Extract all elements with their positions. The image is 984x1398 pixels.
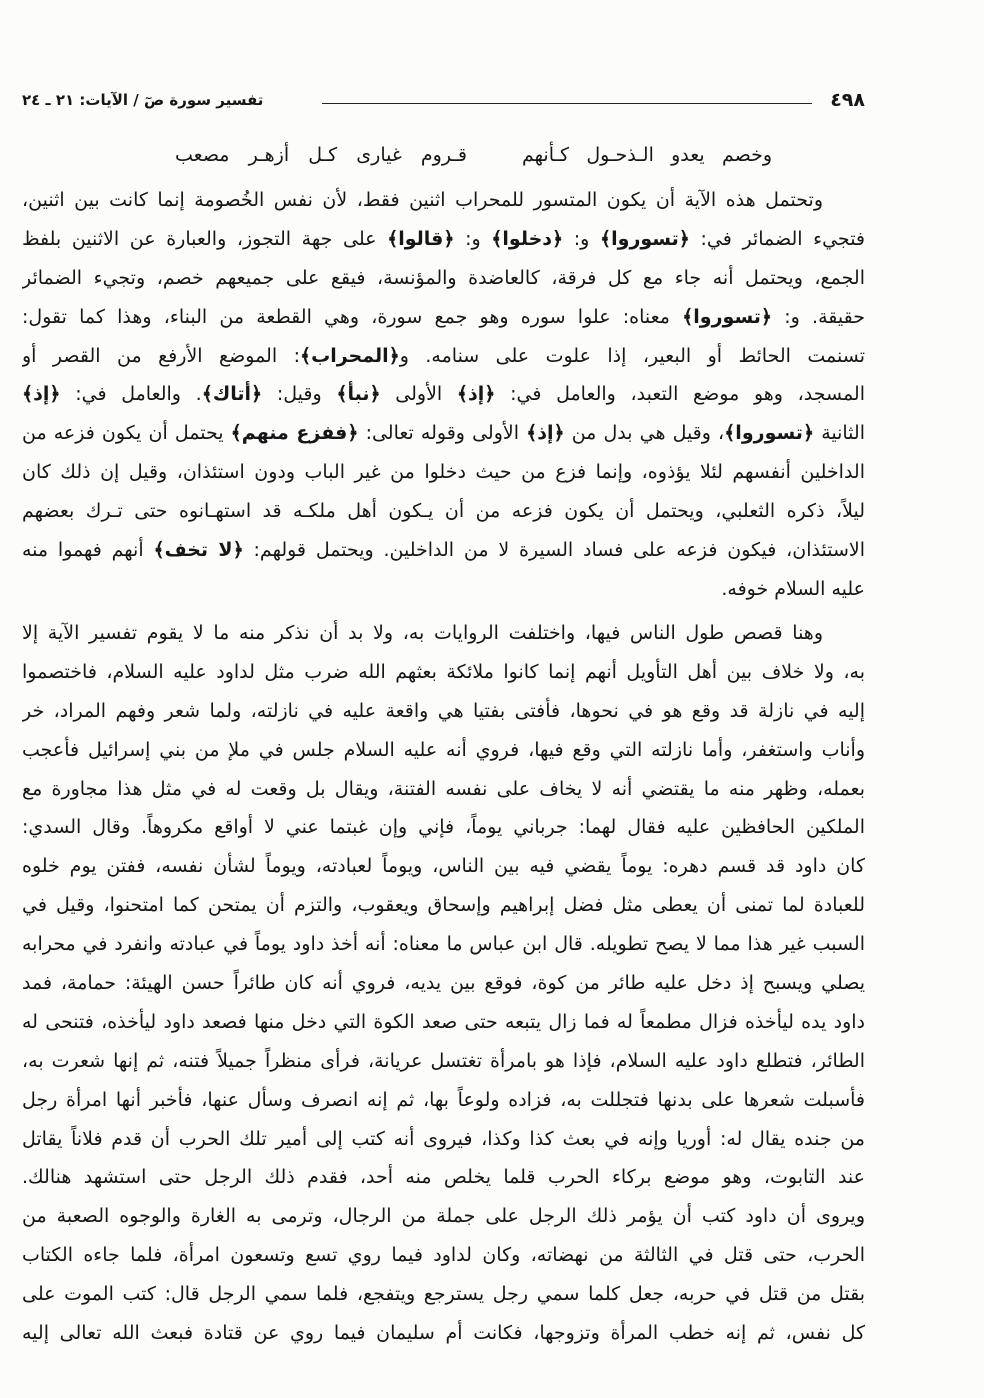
quran-quote: ﴿إذ﴾ bbox=[22, 383, 61, 406]
paragraph-line: يصلي ويسبح إذ دخل عليه طائر من كوة، فوقع بين يديه، فروي أنه كان طائراً حسن الهيئة: حمامة، فمد bbox=[22, 972, 865, 995]
quran-quote: ﴿تسوروا﴾ bbox=[599, 227, 690, 250]
page-number: ٤٩٨ bbox=[830, 89, 865, 111]
paragraph-line: به، ولا خلاف بين أهل التأويل أنهم إنما كانوا ملائكة بعثهم الله ضرب مثل لداود عليه السلام، فاختصموا bbox=[22, 660, 865, 683]
quran-quote: ﴿لا تخف﴾ bbox=[153, 539, 244, 562]
quran-quote: ﴿المحراب﴾ bbox=[299, 344, 400, 367]
quran-quote: ﴿أتاك﴾ bbox=[201, 383, 263, 406]
paragraph-line: ليلاً، ذكره الثعلبي، ويحتمل أن يكون فزعه من أن يـكون أهل ملكـه قد استهـانوه حتى تـرك بعضهم bbox=[22, 500, 865, 523]
quran-quote: ﴿تسوروا﴾ bbox=[682, 305, 773, 328]
paragraph-line: بعمله، وظهر منه ما يقتضي أنه لا يخاف على نفسه الفتنة، ويقال بل وقعت له في مثل هذا مجاورة مع bbox=[22, 777, 865, 800]
paragraph-line: فأسبلت شعرها على بدنها فتجللت به، فزاده ولوعاً بها، ثم إنه انصرف وسأل عنها، فأخبر أنها امرأة رجل bbox=[22, 1088, 865, 1111]
paragraph-line: الحرب، حتى قتل في الثالثة من نهضاته، وكان لداود فيما روي تسع وتسعون امرأة، فلما جاءه الكتاب bbox=[22, 1244, 865, 1267]
verse-hemistich-second: قـروم غيارى كـل أزهـر مصعب bbox=[175, 144, 467, 166]
quran-quote: ﴿إذ﴾ bbox=[456, 383, 496, 406]
paragraph-line: وأناب واستغفر، وأما نازلته التي وقع فيها، فروي أنه عليه السلام جلس في ملإ من بني إسرائيل فأعجب bbox=[22, 738, 865, 761]
paragraph-line: المسجد، وهو موضع التعبد، والعامل في: ﴿إذ﴾ الأولى ﴿نبأ﴾ وقيل: ﴿أتاك﴾. والعامل في: ﴿إذ﴾ bbox=[22, 383, 865, 406]
quran-quote: ﴿تسوروا﴾ bbox=[724, 422, 815, 445]
paragraph-line: الجمع، ويحتمل أنه جاء مع كل فرقة، كالعاضدة والمؤنسة، فيقع على جميعهم خصم، وتجيء الضمائر bbox=[22, 266, 865, 289]
paragraph-line: الطائر، فتطلع داود عليه السلام، فإذا هو بامرأة تغتسل عريانة، فرأى منظراً جميلاً فتنه، ثم إنها شعرت به، bbox=[22, 1049, 865, 1072]
paragraph-line: ويروى أن داود كتب أن يؤمر ذلك الرجل على جملة من الرجال، وترمى به الغارة والوجوه الصعبة من bbox=[22, 1205, 865, 1228]
quran-quote: ﴿دخلوا﴾ bbox=[491, 227, 564, 250]
paragraph-line: إليه في نازلة قد وقع هو في نحوها، فأفتى بفتيا هي واقعة عليه في نازلته، ولما شعر وفهم المراد، خر bbox=[22, 699, 865, 722]
quran-quote: ﴿نبأ﴾ bbox=[336, 383, 381, 406]
paragraph-line: للعبادة لما تمنى أن يعطى مثل فضل إبراهيم وإسحاق ويعقوب، والتزم أن يمتحن كما امتحنوا، وقيل في bbox=[22, 894, 865, 917]
paragraph bbox=[22, 181, 865, 609]
paragraph-line: السبب غير هذا مما لا يصح تطويله. قال ابن عباس ما معناه: أنه أخذ داود يوماً في عبادته وانفرد في محرابه bbox=[22, 933, 865, 956]
paragraph-line: بقتل من قتل في حربه، جعل كلما سمي رجل يسترجع ويتفجع، فلما سمي الرجل قال: كتب الموت على bbox=[22, 1283, 865, 1306]
verse-hemistich-first: وخصم يعدو الـذحـول كـأنهم bbox=[522, 144, 772, 166]
quran-quote: ﴿إذ﴾ bbox=[526, 422, 565, 445]
paragraph-line: الاستئذان، فيكون فزعه على فساد السيرة لا من الداخلين. ويحتمل قولهم: ﴿لا تخف﴾ أنهم فهموا منه bbox=[22, 539, 865, 562]
paragraph-line: كل نفس، ثم إنه خطب المرأة وتزوجها، فكانت أم سليمان فيما روي عن قتادة فبعث الله تعالى إليه bbox=[22, 1322, 865, 1345]
paragraph-line: الملكين الحافظين عليه فقال لهما: جرباني يوماً، فإني وإن غبتما عني لا أواقع مكروهاً. وقال السدي: bbox=[22, 816, 865, 839]
paragraph-line: الثانية ﴿تسوروا﴾، وقيل هي بدل من ﴿إذ﴾ الأولى وقوله تعالى: ﴿ففزع منهم﴾ يحتمل أن يكون فزعه من bbox=[22, 422, 865, 445]
paragraph-line: الداخلين أنفسهم لئلا يؤذوه، وإنما فزع من حيث دخلوا من غير الباب ودون استئذان، وقيل إن ذلك كان bbox=[22, 461, 865, 484]
paragraph-line: وهنا قصص طول الناس فيها، واختلفت الروايات به، ولا بد أن نذكر منه ما لا يقوم تفسير الآية إلا bbox=[22, 622, 823, 644]
paragraph-line: عند التابوت، وهو موضع بركاء الحرب قلما يخلص منه أحد، فقدم ذلك الرجل حتى استشهد هنالك. bbox=[22, 1166, 865, 1189]
paragraph-line: عليه السلام خوفه. bbox=[721, 577, 865, 600]
paragraph-line: فتجيء الضمائر في: ﴿تسوروا﴾ و: ﴿دخلوا﴾ و: ﴿قالوا﴾ على جهة التجوز، والعبارة عن الاثنين بلفظ bbox=[22, 227, 865, 250]
paragraph-line: حقيقة. و: ﴿تسوروا﴾ معناه: علوا سوره وهو جمع سورة، وهي القطعة من البناء، وهذا كما تقول: bbox=[22, 305, 865, 328]
paragraph-line: داود يده ليأخذه فزال مطمعاً له فما زال يتبعه حتى صعد الكوة التي دخل منها فصعد داود ليأخذه، فتنحى له bbox=[22, 1010, 865, 1033]
quran-quote: ﴿قالوا﴾ bbox=[387, 227, 455, 250]
paragraph bbox=[22, 614, 865, 1353]
paragraph-line: كان داود قد قسم دهره: يوماً يقضي فيه بين الناس، ويوماً لعبادته، ويوماً لشأن نفسه، ففتن يوم خلوه bbox=[22, 855, 865, 878]
running-title: تفسير سورة صٓ / الآيات: ٢١ ـ ٢٤ bbox=[22, 91, 264, 109]
paragraph-line: من جنده يقال له: أوريا وإنه في بعث كذا وكذا، فيروى أنه كتب إلى أمير تلك الحرب أن قدم فلاناً يقاتل bbox=[22, 1127, 865, 1150]
running-header bbox=[22, 86, 865, 114]
quran-quote: ﴿ففزع منهم﴾ bbox=[230, 422, 359, 445]
paragraph-line: تسنمت الحائط أو البعير، إذا علوت على سنامه. و﴿المحراب﴾: الموضع الأرفع من القصر أو bbox=[22, 344, 865, 367]
paragraph-line: وتحتمل هذه الآية أن يكون المتسور للمحراب اثنين فقط، لأن نفس الخُصومة إنما كانت بين اثنين، bbox=[22, 189, 823, 211]
header-rule bbox=[322, 103, 812, 104]
